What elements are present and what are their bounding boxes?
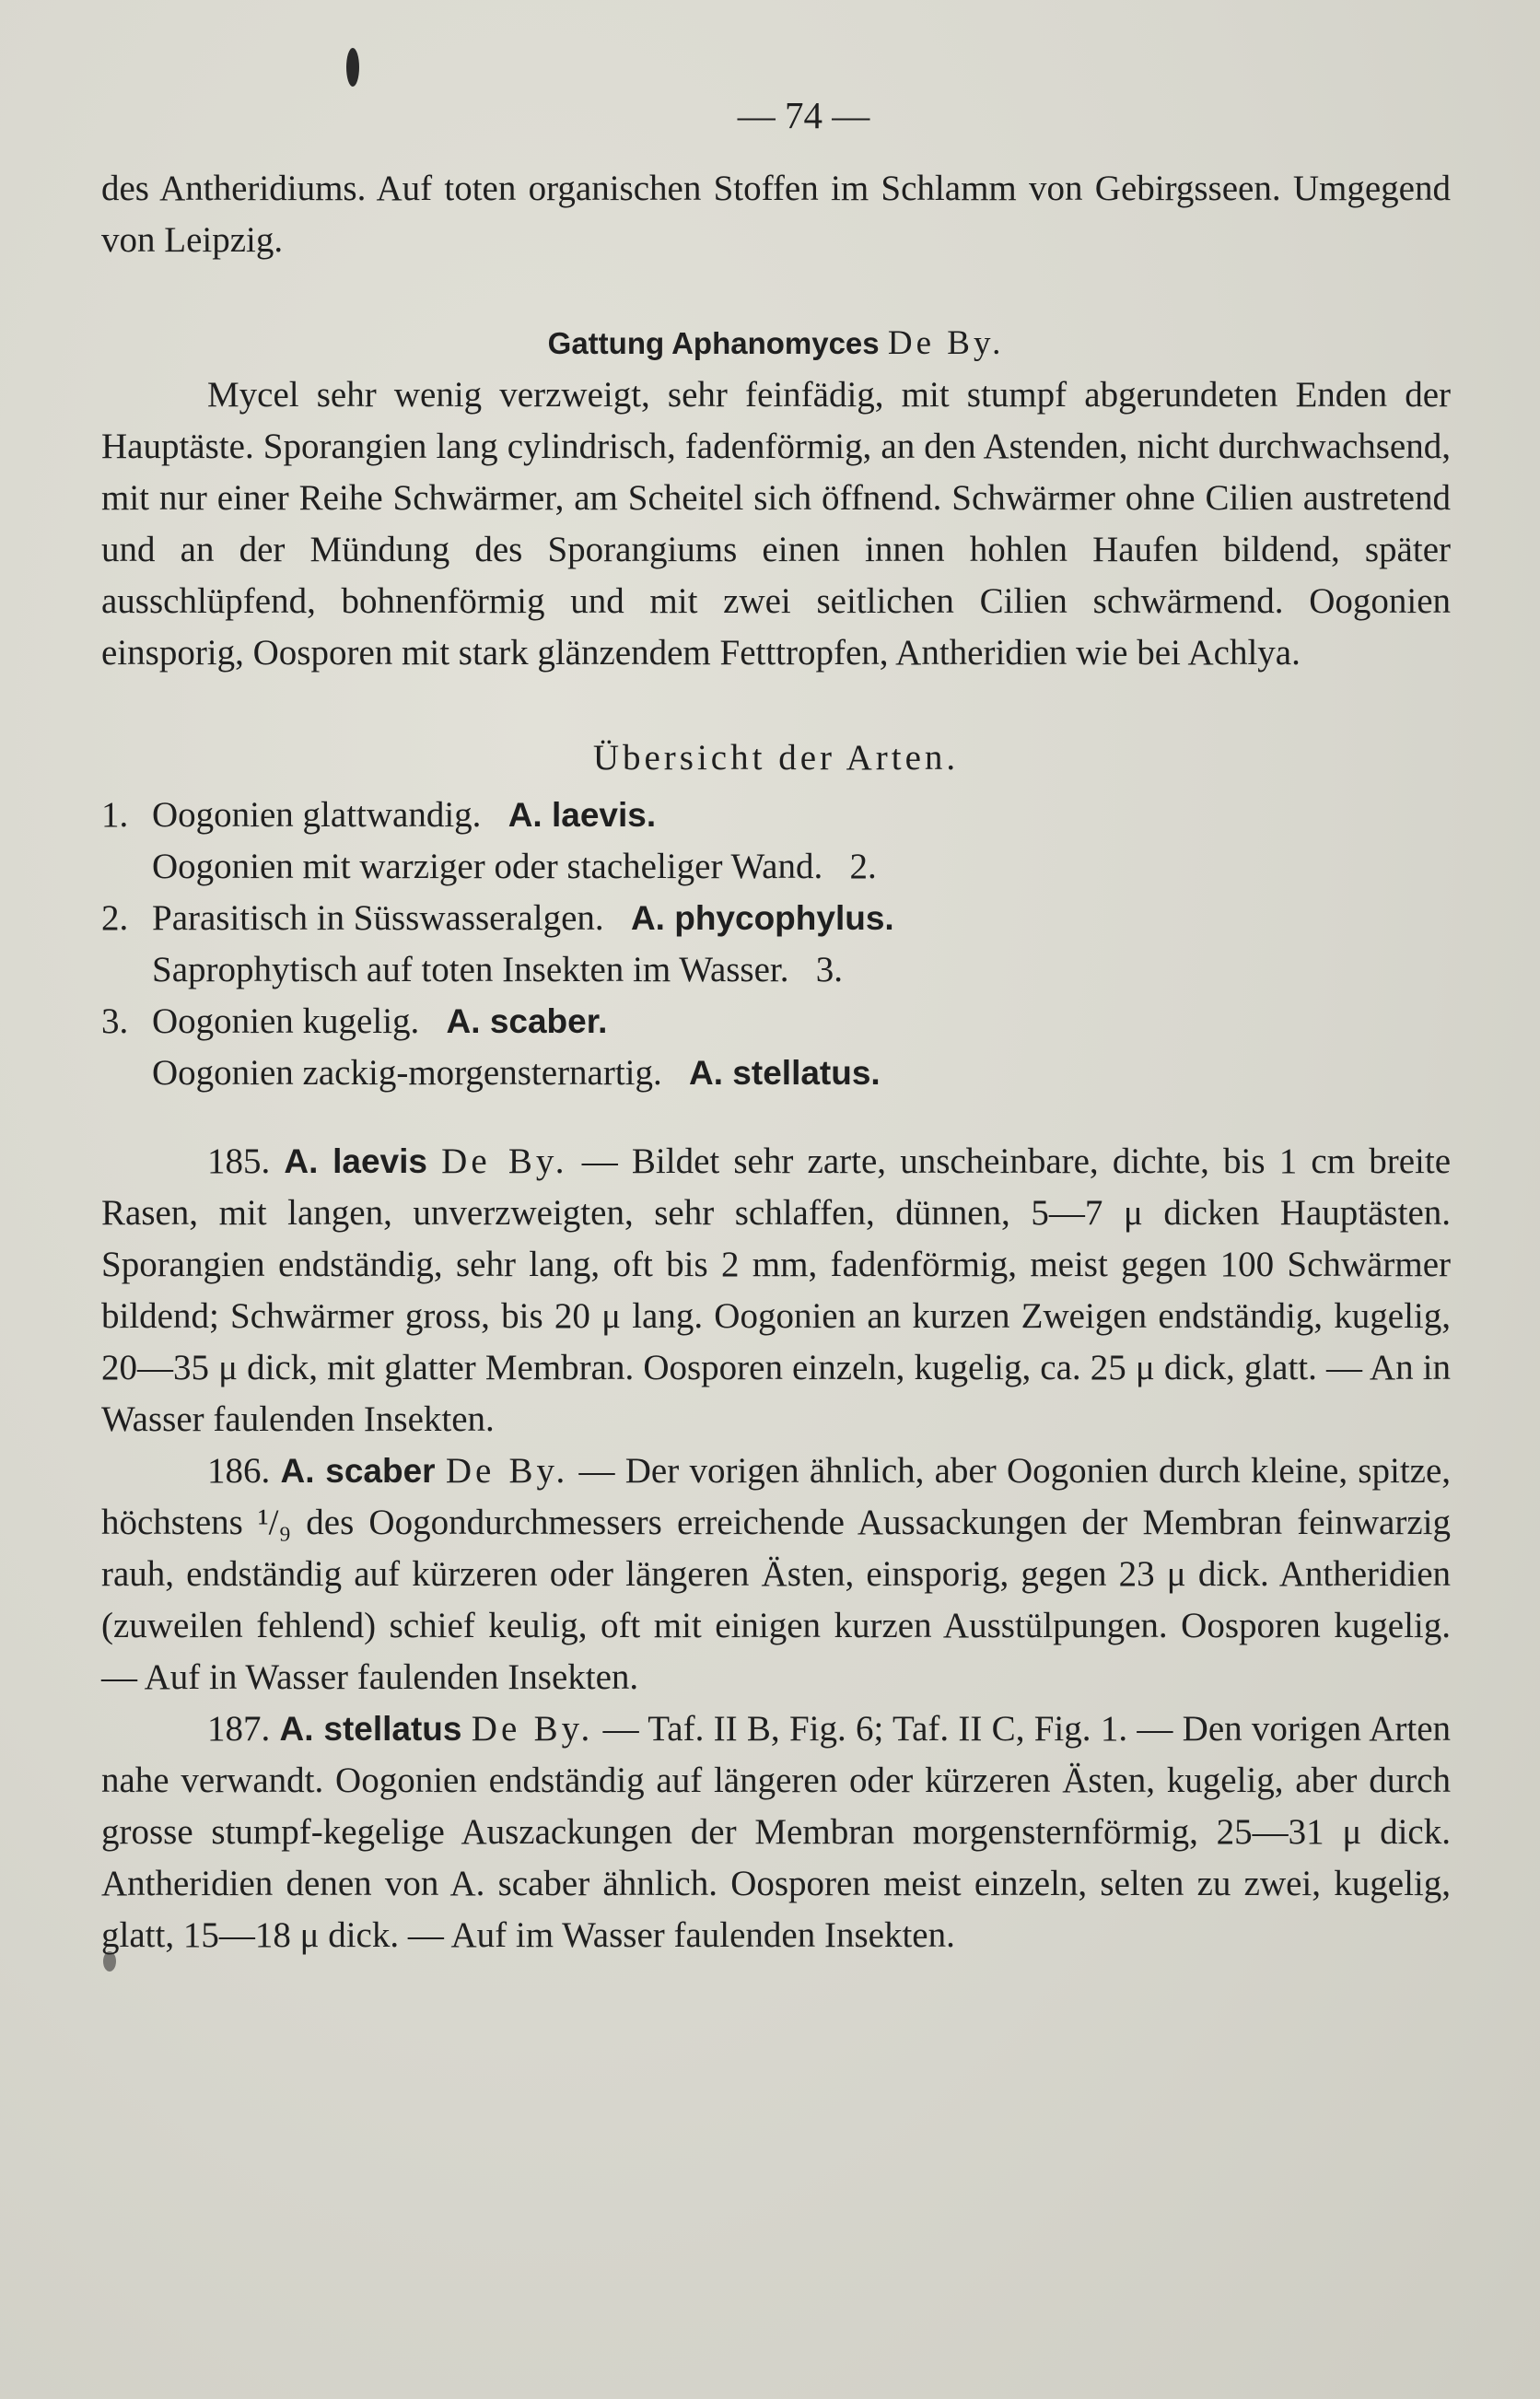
key-text: Saprophytisch auf toten Insekten im Wasser. — [152, 950, 789, 989]
key-text: Oogonien glattwandig. — [152, 795, 482, 835]
key-row — [101, 1047, 1451, 1099]
genus-label: Gattung Aphanomyces — [547, 326, 880, 360]
genus-description: Mycel sehr wenig verzweigt, sehr feinfädig, mit stumpf abgerundeten Enden der Hauptäste. Sporangien lang cylindrisch, fadenförmig, an den Astenden, nicht durchwachsend, mit nur einer Reihe Schwärmer, am Scheitel sich öffnend. Schwärmer ohne Cilien austretend und an der Mündung des Sporangiums einen innen hohlen Haufen bildend, später ausschlüpfend, bohnenförmig und mit zwei seitlichen Cilien schwärmend. Oogonien einsporig, Oosporen mit stark glänzendem Fetttropfen, Antheridien wie bei Achlya. — [101, 375, 1451, 673]
key-number: 2. — [101, 898, 129, 938]
genus-heading — [101, 318, 1451, 369]
key-species: A. stellatus. — [689, 1054, 881, 1092]
key-ref: 2. — [849, 847, 877, 886]
book-page — [101, 88, 1451, 2335]
key-species: A. phycophylus. — [630, 899, 894, 937]
species-text: — Taf. II B, Fig. 6; Taf. II C, Fig. 1. — Den vorigen Arten nahe verwandt. Oogonien endständig auf längeren oder kürzeren Ästen, kugelig, aber durch grosse stumpf-kegelige Auszackungen der Membran morgensternförmig, 25—31 μ dick. Antheridien denen von A. scaber ähnlich. Oosporen meist einzeln, selten zu zwei, kugelig, glatt, 15—18 μ dick. — Auf im Wasser faulenden Insekten. — [101, 1709, 1452, 1955]
species-name: A. laevis — [284, 1142, 427, 1180]
key-text: Oogonien mit warziger oder stacheliger Wand. — [152, 847, 823, 886]
key-row — [101, 841, 1451, 893]
key-number: 1. — [101, 795, 129, 835]
key-text: Oogonien kugelig. — [152, 1001, 420, 1041]
key-number — [101, 841, 152, 893]
intro-paragraph: des Antheridiums. Auf toten organischen Stoffen im Schlamm von Gebirgsseen. Umgegend von Leipzig. — [101, 169, 1451, 260]
page-number: — 74 — — [737, 94, 870, 136]
species-entry — [101, 1136, 1451, 1445]
key-number: 3. — [101, 1001, 129, 1041]
key-text: Oogonien zackig-morgensternartig. — [152, 1053, 662, 1093]
species-text: — Bildet sehr zarte, unscheinbare, dichte, bis 1 cm breite Rasen, mit langen, unverzweigten, sehr schlaffen, dünnen, 5—7 μ dicken Hauptästen. Sporangien endständig, sehr lang, oft bis 2 mm, fadenförmig, meist gegen 100 Schwärmer bildend; Schwärmer gross, bis 20 μ lang. Oogonien an kurzen Zweigen endständig, kugelig, 20—35 μ dick, mit glatter Membran. Oosporen einzeln, kugelig, ca. 25 μ dick, glatt. — An in Wasser faulenden Insekten. — [101, 1141, 1451, 1439]
key-species: A. scaber. — [446, 1002, 608, 1040]
species-key — [101, 790, 1451, 1099]
species-name: A. stellatus — [279, 1710, 462, 1748]
species-name: A. scaber — [280, 1452, 436, 1490]
key-ref: 3. — [815, 950, 844, 989]
genus-author: De By. — [887, 324, 1005, 362]
species-number: 187. — [207, 1709, 271, 1749]
species-number: 186. — [207, 1451, 271, 1491]
key-number — [101, 1047, 152, 1099]
key-species: A. laevis. — [508, 796, 657, 834]
species-author: De By. — [445, 1451, 569, 1491]
key-text: Parasitisch in Süsswasseralgen. — [152, 898, 604, 938]
species-author: De By. — [441, 1141, 568, 1181]
species-number: 185. — [207, 1141, 271, 1181]
species-key-title: Übersicht der Arten. — [592, 738, 960, 778]
key-row — [101, 944, 1451, 996]
key-number — [101, 944, 152, 996]
species-author: De By. — [471, 1709, 594, 1749]
key-row — [101, 996, 1451, 1047]
key-row — [101, 790, 1451, 841]
species-text: — Der vorigen ähnlich, aber Oogonien durch kleine, spitze, höchstens ¹/₉ des Oogondurchmessers erreichende Aussackungen der Membran feinwarzig rauh, endständig auf kürzeren oder längeren Ästen, einsporig, gegen 23 μ dick. Antheridien (zuweilen fehlend) schief keulig, oft mit einigen kurzen Ausstülpungen. Oosporen kugelig. — Auf in Wasser faulenden Insekten. — [101, 1451, 1452, 1697]
species-entry — [101, 1445, 1451, 1703]
key-row — [101, 893, 1451, 944]
species-entry — [101, 1703, 1451, 1961]
ink-spot — [346, 48, 359, 87]
